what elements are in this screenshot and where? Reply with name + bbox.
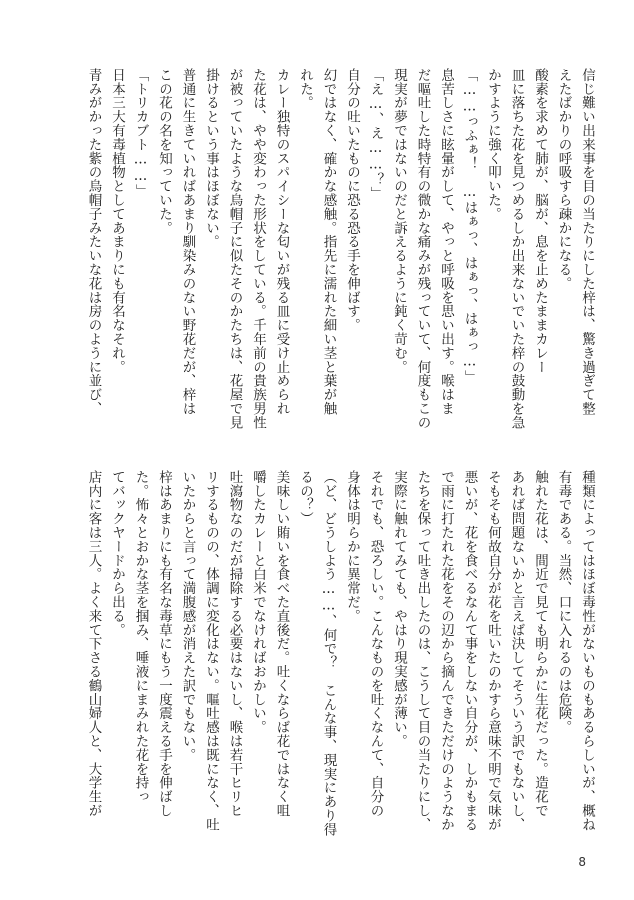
- text-line: 種類によってはほぼ毒性がないものもあるらしいが、概ね: [579, 470, 595, 832]
- bottom-text-block: [56, 470, 598, 836]
- text-line: 「え…、え……？」: [367, 68, 384, 201]
- text-line: 実際に触れてみても、やはり現実感が薄い。: [391, 470, 407, 748]
- text-line: れた。: [297, 68, 313, 110]
- text-line: えたばかりの呼吸すら疎かになる。: [555, 68, 572, 291]
- text-line: かすように強く叩いた。: [485, 68, 501, 221]
- text-line: 息苦しさに眩暈がして、やっと呼吸を思い出す。喉はま: [438, 68, 454, 416]
- text-line: カレー独特のスパイシーな匂いが残る皿に受け止められ: [273, 68, 290, 416]
- text-line: が被っていたような烏帽子に似たそのかたちは、花屋で見: [226, 68, 243, 430]
- text-line: 「トリカブト……」: [132, 68, 149, 199]
- text-line: 触れた花は、間近で見ても明らかに生花だった。造花で: [532, 470, 548, 818]
- text-line: 店内に客は三人。よく来て下さる鶴山婦人と、大学生が: [85, 470, 102, 818]
- text-line: るの？）: [297, 470, 313, 526]
- text-line: 掛けるという事はほぼない。: [203, 68, 219, 249]
- text-line: てバックヤードから出る。: [109, 470, 125, 637]
- text-line: この花の名を知っていた。: [156, 68, 172, 235]
- top-text-block: [56, 68, 598, 434]
- text-line: 青みがかった紫の烏帽子みたいな花は房のように並び、: [85, 68, 102, 416]
- text-line: リするものの、体調に変化はない。嘔吐感は既になく、吐: [203, 470, 219, 832]
- text-line: 日本三大有毒植物としてあまりにも有名なそれ。: [109, 68, 125, 374]
- text-line: 身体は明らかに異常だ。: [344, 470, 360, 623]
- text-line: 酸素を求めて肺が、脳が、息を止めたままカレー: [532, 68, 548, 374]
- text-line: それでも、恐ろしい。こんなものを吐くなんて、自分の: [367, 470, 384, 818]
- text-line: そもそも何故自分が花を吐いたのかすら意味不明で気味が: [485, 470, 501, 832]
- text-line: 皿に落ちた花を見つめるしか出来ないでいた梓の鼓動を急: [508, 68, 525, 430]
- text-line: 信じ難い出来事を目の当たりにした梓は、驚き過ぎて整: [579, 68, 595, 416]
- text-line: で雨に打たれた花をその辺から摘んできただけのようなか: [438, 470, 454, 832]
- text-line: 現実が夢ではないのだと訴えるように鈍く苛む。: [391, 68, 407, 374]
- text-line: （ど、どうしよう……、何で？ こんな事、現実にあり得: [320, 470, 337, 836]
- text-line: だ嘔吐した時特有の微かな痛みが残っていて、何度もこの: [414, 68, 431, 430]
- text-line: 有毒である。当然、口に入れるのは危険。: [555, 470, 572, 735]
- text-line: あれば問題ないかと言えば決してそういう訳でもないし、: [508, 470, 525, 832]
- text-line: いたからと言って満腹感が消えた訳でもない。: [179, 470, 196, 762]
- text-line: 自分の吐いたものに恐る恐る手を伸ばす。: [344, 68, 360, 333]
- text-line: 普通に生きていればあまり馴染みのない野花だが、梓は: [179, 68, 196, 416]
- text-line: 「……っふぁ！ …はぁっ、はぁっ、はぁっ…」: [461, 68, 478, 384]
- text-line: た。怖々とおかな茎を掴み、唾液にまみれた花を持っ: [132, 470, 149, 804]
- page-number: 8: [578, 855, 586, 869]
- text-line: 幻ではなく、確かな感触。指先に濡れた細い茎と葉が触: [320, 68, 337, 416]
- text-line: 悪いが、花を食べるなんて事をしない自分が、しかもまる: [461, 470, 478, 832]
- text-line: た花は、やや変わった形状をしている。千年前の貴族男性: [250, 68, 266, 430]
- text-line: 嚼したカレーと白米でなければおかしい。: [250, 470, 266, 735]
- text-line: 梓はあまりにも有名な毒草にもう一度震える手を伸ばし: [156, 470, 172, 818]
- text-line: 吐瀉物なのだが掃除する必要はないし、喉は若干ヒリヒ: [226, 470, 243, 818]
- text-line: 美味しい賄いを食べた直後だ。吐くならば花ではなく咀: [273, 470, 290, 818]
- text-line: たちを保って吐き出したのは、こうして目の当たりにし、: [414, 470, 431, 832]
